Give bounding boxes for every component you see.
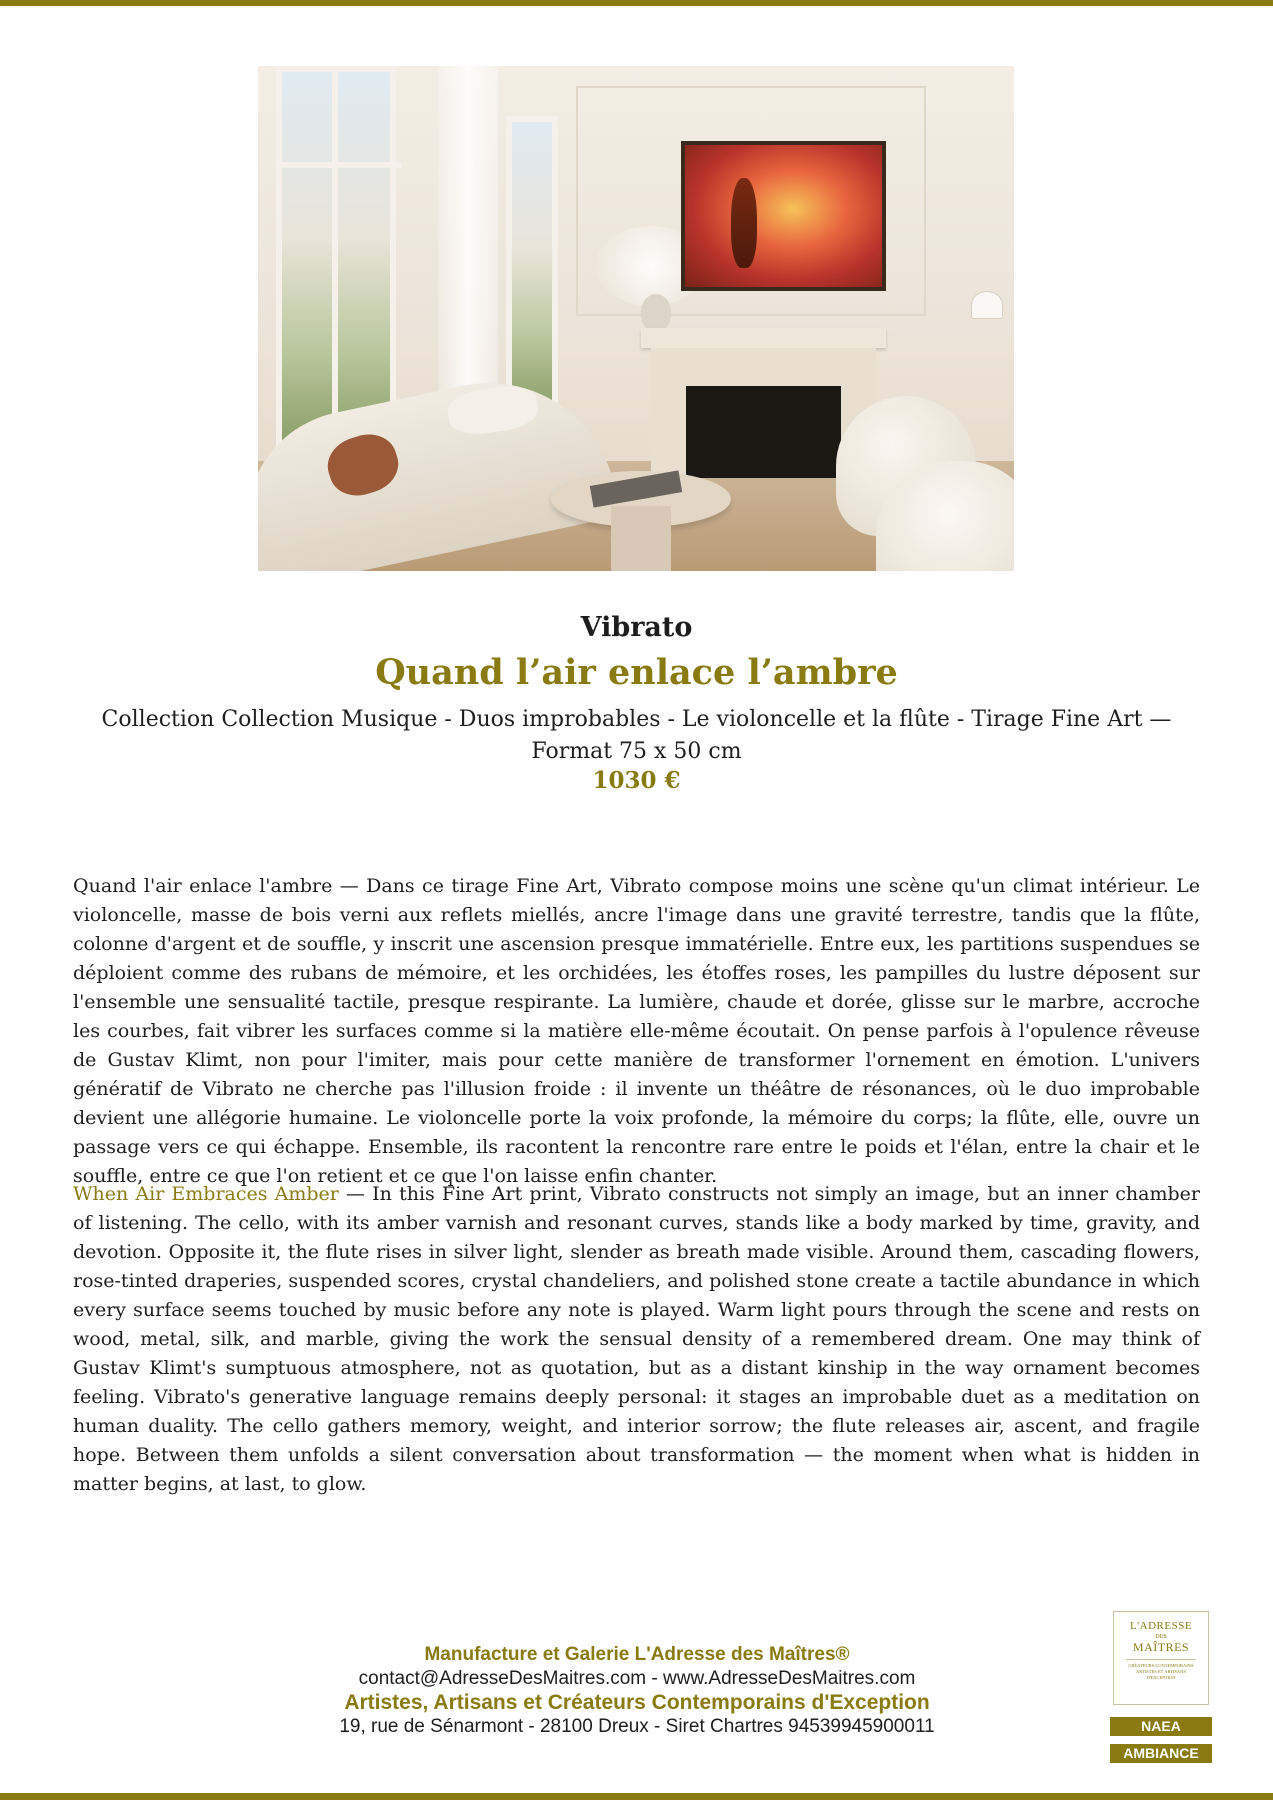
description-french: Quand l'air enlace l'ambre — Dans ce tirage Fine Art, Vibrato compose moins une scène qu'un climat intérieur. Le violoncelle, masse de bois verni aux reflets miellés, ancre l'image dans une gravité terrestre, tandis que la flûte, colonne d'argent et de souffle, y inscrit une ascension presque immatérielle. Entre eux, les partitions suspendues se déploient comme des rubans de mémoire, et les orchidées, les étoffes roses, les pampilles du lustre déposent sur l'ensemble une sensualité tactile, presque respirante. La lumière, chaude et dorée, glisse sur le marbre, accroche les courbes, fait vibrer les surfaces comme si la matière elle-même écoutait. On pense parfois à l'opulence rêveuse de Gustav Klimt, non pour l'imiter, mais pour cette manière de transformer l'ornement en émotion. L'univers génératif de Vibrato ne cherche pas l'illusion froide : il invente un théâtre de résonances, où le duo improbable devient une allégorie humaine. Le violoncelle porte la voix profonde, la mémoire du corps; la flûte, elle, ouvre un passage vers ce qui échappe. Ensemble, ils racontent la rencontre rare entre le poids et l'élan, entre la chair et le souffle, entre ce que l'on retient et ce que l'on laisse enfin chanter.: [73, 875, 1200, 1187]
artwork-collection-details: Collection Collection Musique - Duos improbables - Le violoncelle et la flûte - Tirage Fine Art — Format 75 x 50 cm: [101, 707, 1172, 764]
window-mullion: [332, 72, 338, 457]
artwork-price: 1030 €: [592, 767, 681, 794]
description-english-body: — In this Fine Art print, Vibrato constructs not simply an image, but an inner chamber of listening. The cello, with its amber varnish and resonant curves, stands like a body marked by time, gravity, and devotion. Opposite it, the flute rises in silver light, slender as breath made visible. Around them, cascading flowers, rose-tinted draperies, suspended scores, crystal chandeliers, and polished stone create a tactile abundance in which every surface seems touched by music before any note is played. Warm light pours through the scene and rests on wood, metal, silk, and marble, giving the work the sensual density of a remembered dream. One may think of Gustav Klimt's sumptuous atmosphere, not as quotation, but as a distant kinship in the way ornament becomes feeling. Vibrato's generative language remains deeply personal: it stages an improbable duet as a meditation on human duality. The cello gathers memory, weight, and interior sorrow; the flute releases air, ascent, and fragile hope. Between them unfolds a silent conversation about transformation — the moment when what is hidden in matter begins, at last, to glow.: [73, 1183, 1200, 1495]
bottom-accent-bar: [0, 1793, 1273, 1800]
logo-line-4: CRÉATEURS CONTEMPORAINS ARTISTES ET ARTISANS D'EXCEPTION: [1128, 1663, 1194, 1680]
side-window: [506, 116, 558, 416]
cello-in-artwork: [731, 178, 757, 268]
footer-contact: contact@AdresseDesMaitres.com - www.AdresseDesMaitres.com: [358, 1668, 916, 1689]
footer-address: 19, rue de Sénarmont - 28100 Dreux - Siret Chartres 94539945900011: [339, 1716, 935, 1737]
footer-tagline: Artistes, Artisans et Créateurs Contemporains d'Exception: [344, 1691, 930, 1714]
description-english-lead: When Air Embraces Amber: [73, 1183, 339, 1205]
description-english: [73, 1180, 1200, 1499]
firebox: [686, 386, 841, 478]
logo-rule: [1126, 1659, 1196, 1660]
logo-line-1: L'ADRESSE: [1129, 1620, 1193, 1632]
marble-mantel: [641, 328, 886, 348]
pendant-lamp: [971, 291, 1003, 319]
artwork-title: Quand l’air enlace l’ambre: [375, 652, 898, 693]
artwork-room-photo: [258, 66, 1014, 571]
window-transom: [282, 162, 402, 168]
footer: [237, 1643, 1037, 1739]
adresse-des-maitres-logo: [1113, 1611, 1209, 1705]
logo-line-2: DES: [1155, 1634, 1167, 1640]
artist-name: Vibrato: [580, 612, 693, 643]
framed-artwork: [681, 141, 886, 291]
ambiance-badge: AMBIANCE: [1110, 1744, 1212, 1763]
top-accent-bar: [0, 0, 1273, 6]
ceramic-vase: [641, 294, 671, 330]
coffee-table-base: [611, 506, 671, 571]
tall-window: [276, 66, 396, 451]
logo-line-3: MAÎTRES: [1132, 1640, 1190, 1654]
footer-company: Manufacture et Galerie L'Adresse des Maîtres®: [424, 1644, 850, 1665]
naea-badge: NAEA: [1110, 1717, 1212, 1736]
